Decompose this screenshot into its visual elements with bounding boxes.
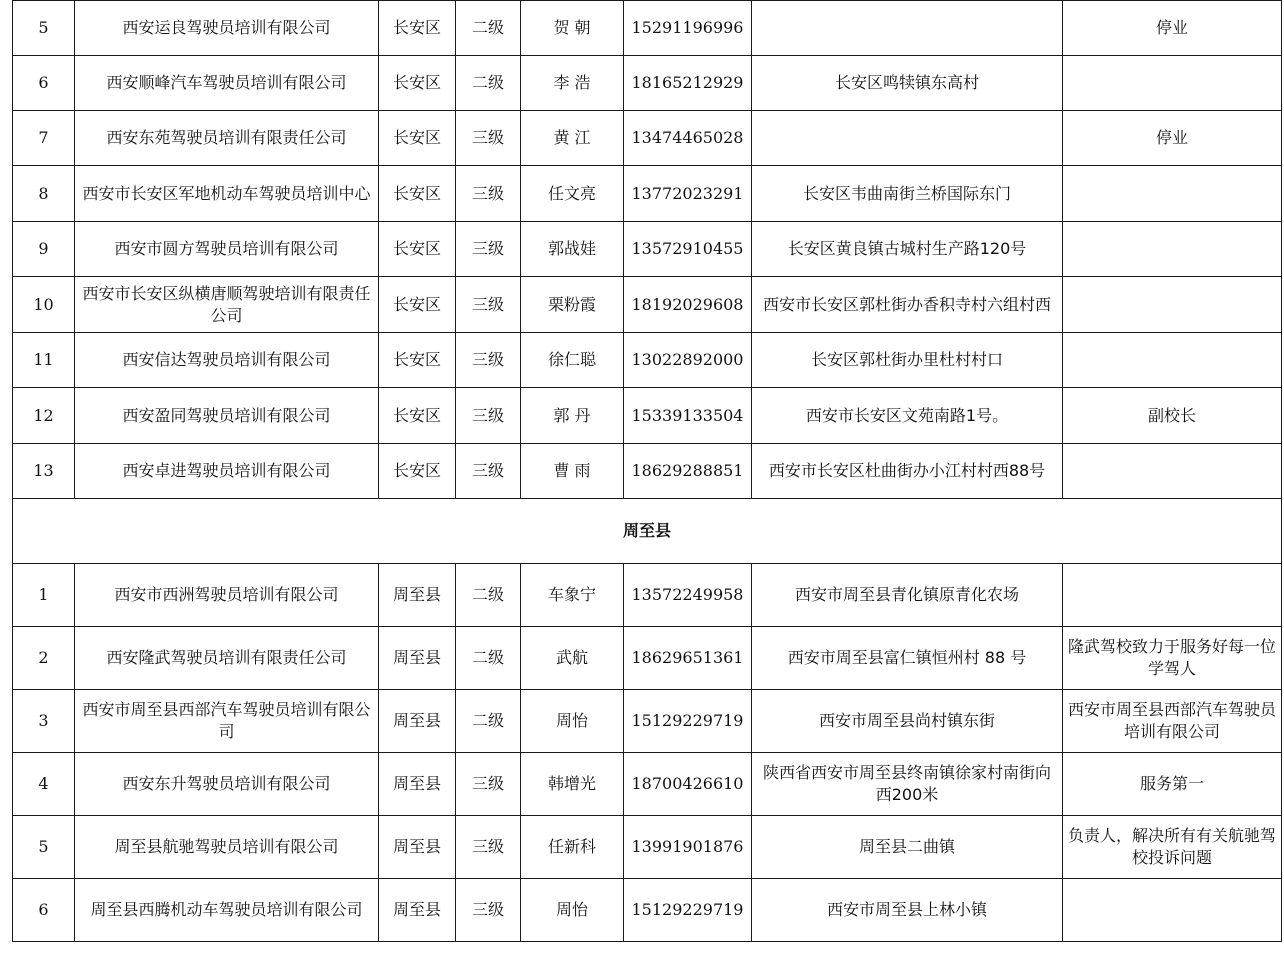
- row-number-cell: 9: [13, 222, 75, 277]
- district-cell: 周至县: [379, 879, 456, 942]
- company-name-cell: 西安信达驾驶员培训有限公司: [75, 333, 379, 388]
- table-row: [13, 627, 1282, 690]
- note-cell: [1063, 879, 1282, 942]
- note-cell: 西安市周至县西部汽车驾驶员培训有限公司: [1063, 690, 1282, 753]
- level-cell: 三级: [456, 816, 521, 879]
- level-cell: 二级: [456, 56, 521, 111]
- note-cell: 停业: [1063, 1, 1282, 56]
- company-name-cell: 西安市圆方驾驶员培训有限公司: [75, 222, 379, 277]
- table-row: [13, 1, 1282, 56]
- phone-number-cell: 15129229719: [624, 690, 752, 753]
- company-name-cell: 西安市周至县西部汽车驾驶员培训有限公司: [75, 690, 379, 753]
- level-cell: 三级: [456, 879, 521, 942]
- row-number-cell: 3: [13, 690, 75, 753]
- contact-person-cell: 韩增光: [521, 753, 624, 816]
- row-number-cell: 13: [13, 444, 75, 499]
- phone-number-cell: 13991901876: [624, 816, 752, 879]
- phone-number-cell: 13022892000: [624, 333, 752, 388]
- row-number-cell: 8: [13, 166, 75, 222]
- company-name-cell: 西安东升驾驶员培训有限公司: [75, 753, 379, 816]
- note-cell: 副校长: [1063, 388, 1282, 444]
- district-cell: 长安区: [379, 111, 456, 166]
- contact-person-cell: 武航: [521, 627, 624, 690]
- contact-person-cell: 车象宁: [521, 564, 624, 627]
- address-cell: [752, 111, 1063, 166]
- company-name-cell: 周至县西腾机动车驾驶员培训有限公司: [75, 879, 379, 942]
- table-row: [13, 111, 1282, 166]
- row-number-cell: 11: [13, 333, 75, 388]
- phone-number-cell: 15129229719: [624, 879, 752, 942]
- company-name-cell: 西安市长安区军地机动车驾驶员培训中心: [75, 166, 379, 222]
- note-cell: [1063, 56, 1282, 111]
- contact-person-cell: 贺 朝: [521, 1, 624, 56]
- district-cell: 长安区: [379, 277, 456, 333]
- level-cell: 三级: [456, 222, 521, 277]
- table-row: [13, 333, 1282, 388]
- note-cell: [1063, 333, 1282, 388]
- row-number-cell: 6: [13, 56, 75, 111]
- row-number-cell: 6: [13, 879, 75, 942]
- phone-number-cell: 13474465028: [624, 111, 752, 166]
- contact-person-cell: 周怡: [521, 879, 624, 942]
- phone-number-cell: 18629288851: [624, 444, 752, 499]
- contact-person-cell: 郭 丹: [521, 388, 624, 444]
- address-cell: 长安区韦曲南街兰桥国际东门: [752, 166, 1063, 222]
- level-cell: 二级: [456, 1, 521, 56]
- address-cell: 西安市长安区杜曲街办小江村村西88号: [752, 444, 1063, 499]
- company-name-cell: 西安运良驾驶员培训有限公司: [75, 1, 379, 56]
- district-cell: 周至县: [379, 564, 456, 627]
- section-header-row: [13, 499, 1282, 564]
- phone-number-cell: 18700426610: [624, 753, 752, 816]
- table-row: [13, 816, 1282, 879]
- address-cell: 西安市长安区文苑南路1号。: [752, 388, 1063, 444]
- note-cell: 隆武驾校致力于服务好每一位学驾人: [1063, 627, 1282, 690]
- contact-person-cell: 曹 雨: [521, 444, 624, 499]
- row-number-cell: 5: [13, 1, 75, 56]
- level-cell: 二级: [456, 690, 521, 753]
- company-name-cell: 西安卓进驾驶员培训有限公司: [75, 444, 379, 499]
- note-cell: [1063, 222, 1282, 277]
- contact-person-cell: 徐仁聪: [521, 333, 624, 388]
- level-cell: 三级: [456, 333, 521, 388]
- company-name-cell: 西安东苑驾驶员培训有限责任公司: [75, 111, 379, 166]
- table-row: [13, 753, 1282, 816]
- company-name-cell: 西安顺峰汽车驾驶员培训有限公司: [75, 56, 379, 111]
- table-row: [13, 56, 1282, 111]
- table-body: [13, 1, 1282, 942]
- note-cell: 停业: [1063, 111, 1282, 166]
- level-cell: 三级: [456, 444, 521, 499]
- table-row: [13, 564, 1282, 627]
- address-cell: 西安市长安区郭杜街办香积寺村六组村西: [752, 277, 1063, 333]
- address-cell: [752, 1, 1063, 56]
- address-cell: 陕西省西安市周至县终南镇徐家村南街向西200米: [752, 753, 1063, 816]
- row-number-cell: 7: [13, 111, 75, 166]
- contact-person-cell: 栗粉霞: [521, 277, 624, 333]
- company-name-cell: 周至县航驰驾驶员培训有限公司: [75, 816, 379, 879]
- phone-number-cell: 13772023291: [624, 166, 752, 222]
- phone-number-cell: 15339133504: [624, 388, 752, 444]
- note-cell: [1063, 277, 1282, 333]
- table-row: [13, 879, 1282, 942]
- table-row: [13, 166, 1282, 222]
- address-cell: 长安区黄良镇古城村生产路120号: [752, 222, 1063, 277]
- district-cell: 长安区: [379, 333, 456, 388]
- phone-number-cell: 18629651361: [624, 627, 752, 690]
- row-number-cell: 10: [13, 277, 75, 333]
- level-cell: 三级: [456, 111, 521, 166]
- company-name-cell: 西安隆武驾驶员培训有限责任公司: [75, 627, 379, 690]
- contact-person-cell: 李 浩: [521, 56, 624, 111]
- row-number-cell: 1: [13, 564, 75, 627]
- level-cell: 三级: [456, 753, 521, 816]
- table-row: [13, 690, 1282, 753]
- phone-number-cell: 18165212929: [624, 56, 752, 111]
- level-cell: 二级: [456, 627, 521, 690]
- table-row: [13, 277, 1282, 333]
- section-title: 周至县: [13, 499, 1282, 564]
- district-cell: 周至县: [379, 690, 456, 753]
- table-row: [13, 444, 1282, 499]
- address-cell: 西安市周至县尚村镇东街: [752, 690, 1063, 753]
- address-cell: 西安市周至县富仁镇恒州村 88 号: [752, 627, 1063, 690]
- company-name-cell: 西安盈同驾驶员培训有限公司: [75, 388, 379, 444]
- district-cell: 长安区: [379, 444, 456, 499]
- district-cell: 长安区: [379, 166, 456, 222]
- address-cell: 周至县二曲镇: [752, 816, 1063, 879]
- school-table: [12, 0, 1282, 942]
- address-cell: 长安区郭杜街办里杜村村口: [752, 333, 1063, 388]
- table-row: [13, 222, 1282, 277]
- address-cell: 长安区鸣犊镇东高村: [752, 56, 1063, 111]
- district-cell: 周至县: [379, 753, 456, 816]
- district-cell: 长安区: [379, 222, 456, 277]
- contact-person-cell: 黄 江: [521, 111, 624, 166]
- level-cell: 三级: [456, 166, 521, 222]
- row-number-cell: 12: [13, 388, 75, 444]
- row-number-cell: 5: [13, 816, 75, 879]
- address-cell: 西安市周至县上林小镇: [752, 879, 1063, 942]
- row-number-cell: 4: [13, 753, 75, 816]
- contact-person-cell: 郭战娃: [521, 222, 624, 277]
- note-cell: [1063, 166, 1282, 222]
- company-name-cell: 西安市西洲驾驶员培训有限公司: [75, 564, 379, 627]
- phone-number-cell: 13572249958: [624, 564, 752, 627]
- district-cell: 周至县: [379, 627, 456, 690]
- company-name-cell: 西安市长安区纵横唐顺驾驶培训有限责任公司: [75, 277, 379, 333]
- district-cell: 长安区: [379, 388, 456, 444]
- district-cell: 长安区: [379, 56, 456, 111]
- note-cell: [1063, 564, 1282, 627]
- contact-person-cell: 任文亮: [521, 166, 624, 222]
- note-cell: 服务第一: [1063, 753, 1282, 816]
- level-cell: 三级: [456, 277, 521, 333]
- table-row: [13, 388, 1282, 444]
- level-cell: 二级: [456, 564, 521, 627]
- row-number-cell: 2: [13, 627, 75, 690]
- note-cell: 负责人，解决所有有关航驰驾校投诉问题: [1063, 816, 1282, 879]
- phone-number-cell: 18192029608: [624, 277, 752, 333]
- note-cell: [1063, 444, 1282, 499]
- contact-person-cell: 任新科: [521, 816, 624, 879]
- phone-number-cell: 15291196996: [624, 1, 752, 56]
- contact-person-cell: 周怡: [521, 690, 624, 753]
- level-cell: 三级: [456, 388, 521, 444]
- district-cell: 周至县: [379, 816, 456, 879]
- address-cell: 西安市周至县青化镇原青化农场: [752, 564, 1063, 627]
- phone-number-cell: 13572910455: [624, 222, 752, 277]
- district-cell: 长安区: [379, 1, 456, 56]
